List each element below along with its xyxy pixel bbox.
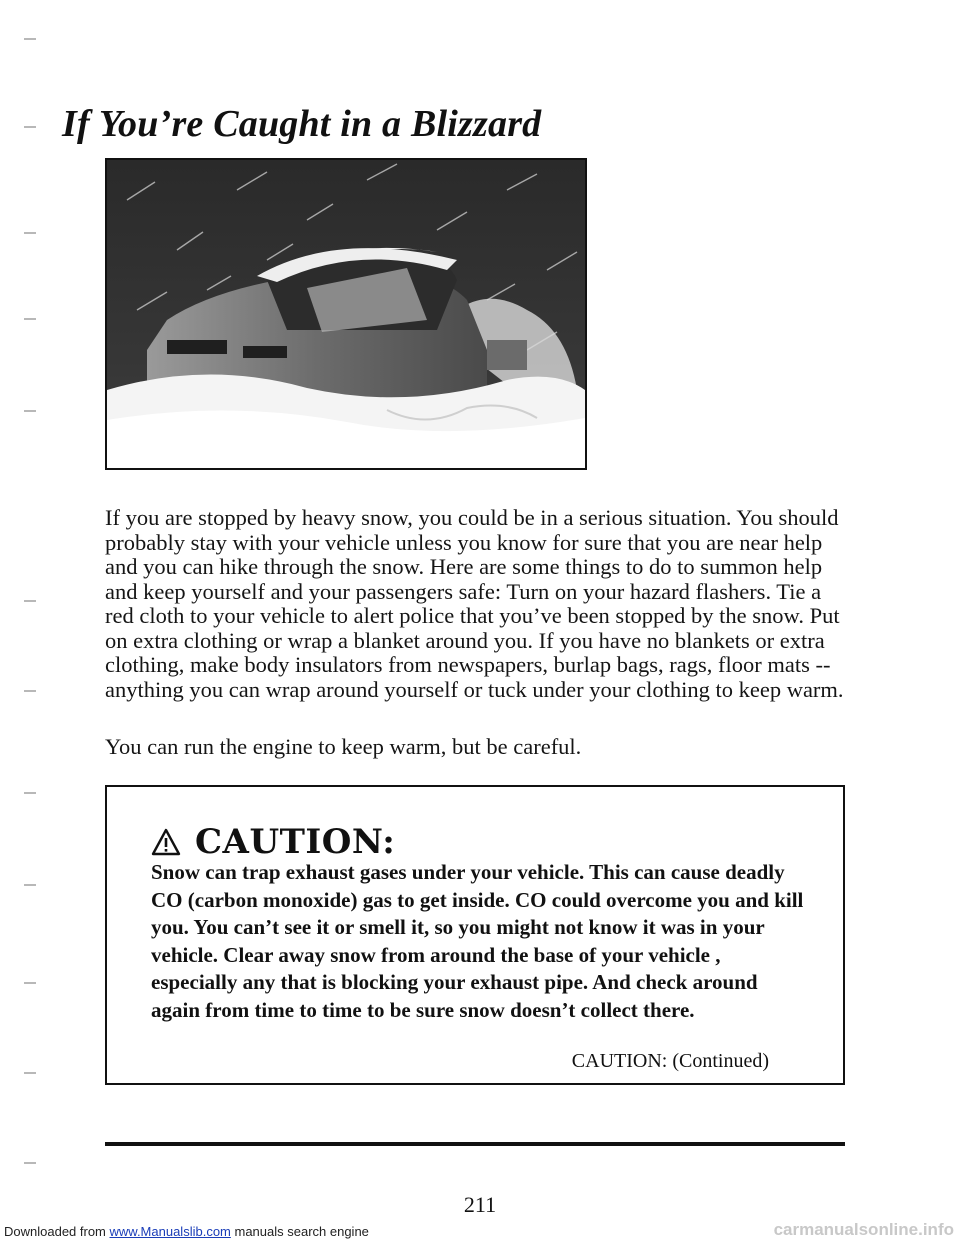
- margin-mark: [24, 884, 36, 886]
- watermark-suffix: manuals search engine: [230, 1224, 369, 1239]
- caution-continued: CAUTION: (Continued): [571, 1050, 769, 1072]
- margin-mark: [24, 38, 36, 40]
- caution-box: [105, 785, 845, 1085]
- margin-mark: [24, 126, 36, 128]
- margin-mark: [24, 1162, 36, 1164]
- site-watermark: carmanualsonline.info: [773, 1220, 954, 1239]
- margin-mark: [24, 232, 36, 234]
- caution-title: CAUTION:: [195, 822, 396, 862]
- blizzard-car-illustration: [105, 158, 587, 470]
- margin-mark: [24, 318, 36, 320]
- watermark-prefix: Downloaded from: [4, 1224, 110, 1239]
- body-paragraph-engine: You can run the engine to keep warm, but be careful.: [105, 734, 582, 759]
- margin-mark: [24, 690, 36, 692]
- margin-mark: [24, 792, 36, 794]
- body-paragraph: If you are stopped by heavy snow, you could be in a serious situation. You should probably stay with your vehicle unless you know for sure that you are near help and you can hike through the snow. Here are some things to do to summon help and keep yourself and your passengers safe: Turn on your hazard flashers. Tie a red cloth to your vehicle to alert police that you’ve been stopped by the snow. Put on extra clothing or wrap a blanket around you. If you have no blankets or extra clothing, make body insulators from newspapers, burlap bags, rags, floor mats -- anything you can wrap around yourself or tuck under your clothing to keep warm.: [105, 505, 844, 702]
- margin-mark: [24, 1072, 36, 1074]
- margin-mark: [24, 410, 36, 412]
- car-in-snow-image: [107, 160, 585, 468]
- warning-triangle-icon: [151, 828, 181, 856]
- caution-text: Snow can trap exhaust gases under your vehicle. This can cause deadly CO (carbon monoxide) gas to get inside. CO could overcome you and kill you. You can’t see it or smell it, so you might not know it was in your vehicle. Clear away snow from around the base of your vehicle , especially any that is blocking your exhaust pipe. And check around again from time to time to be sure snow doesn’t collect there.: [151, 860, 804, 1022]
- page-number: 211: [463, 1192, 497, 1217]
- download-watermark: [0, 1220, 960, 1242]
- page-title: If You’re Caught in a Blizzard: [62, 103, 542, 145]
- margin-mark: [24, 600, 36, 602]
- footer-rule: [105, 1142, 845, 1146]
- margin-mark: [24, 982, 36, 984]
- manualslib-link[interactable]: www.Manualslib.com: [109, 1224, 231, 1239]
